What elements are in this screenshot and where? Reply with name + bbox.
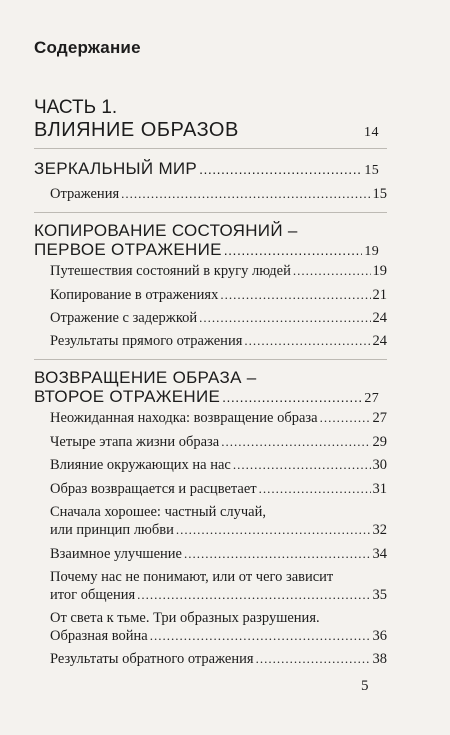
toc-entry	[50, 410, 387, 427]
toc-chapter	[34, 387, 379, 407]
toc-entry	[50, 587, 387, 604]
leader-dots	[221, 434, 370, 451]
leader-dots	[199, 159, 362, 179]
entry-title-line: Почему нас не понимают, или от чего зависит	[50, 569, 334, 585]
leader-dots	[320, 410, 371, 427]
toc-entry	[50, 333, 387, 350]
section-divider	[34, 148, 387, 149]
entry-title: Взаимное улучшение	[50, 546, 182, 562]
toc-entry	[50, 434, 387, 451]
entry-title-line: Сначала хорошее: частный случай,	[50, 504, 266, 520]
page-number: 21	[372, 287, 387, 303]
page-number: 31	[372, 481, 387, 497]
entry-title: итог общения	[50, 587, 136, 603]
leader-dots	[293, 263, 371, 280]
leader-dots	[259, 481, 371, 498]
leader-dots	[222, 387, 362, 407]
toc-entry	[50, 287, 387, 304]
page-number: 15	[372, 186, 387, 202]
page-number: 19	[372, 263, 387, 279]
leader-dots	[137, 587, 370, 604]
page-number: 38	[372, 651, 387, 667]
page-number: 32	[372, 522, 387, 538]
entry-title: Влияние окружающих на нас	[50, 457, 231, 473]
leader-dots	[150, 628, 371, 645]
toc-entry	[50, 263, 387, 280]
section-divider	[34, 359, 387, 360]
page-number: 14	[364, 125, 379, 140]
toc-entry	[50, 186, 387, 203]
entry-title: Неожиданная находка: возвращение образа	[50, 410, 318, 426]
chapter-title: ЗЕРКАЛЬНЫЙ МИР	[34, 159, 198, 178]
toc-entry	[50, 651, 387, 668]
leader-dots	[224, 240, 363, 260]
toc-chapter	[34, 159, 379, 179]
entry-title-line: От света к тьме. Три образных разрушения.	[50, 610, 320, 626]
leader-dots	[244, 333, 370, 350]
page-number: 35	[372, 587, 387, 603]
toc-chapter	[34, 240, 379, 260]
leader-dots	[199, 310, 370, 327]
chapter-title: ПЕРВОЕ ОТРАЖЕНИЕ	[34, 240, 222, 259]
leader-dots	[176, 522, 371, 539]
entry-title: или принцип любви	[50, 522, 174, 538]
page-title: Содержание	[34, 38, 141, 57]
toc-entry	[50, 522, 387, 539]
toc-entry	[50, 457, 387, 474]
entry-title: Образ возвращается и расцветает	[50, 481, 257, 497]
page-number: 36	[372, 628, 387, 644]
leader-dots	[256, 651, 371, 668]
page-number: 24	[372, 310, 387, 326]
entry-title: Образная война	[50, 628, 148, 644]
leader-dots	[121, 186, 370, 203]
page-number: 27	[364, 391, 379, 406]
entry-title: Результаты обратного отражения	[50, 651, 254, 667]
page-number: 24	[372, 333, 387, 349]
entry-title: Отражение с задержкой	[50, 310, 198, 326]
page-number: 19	[364, 244, 379, 259]
chapter-title-line: КОПИРОВАНИЕ СОСТОЯНИЙ –	[34, 221, 298, 240]
page-number: 29	[372, 434, 387, 450]
page-number: 27	[372, 410, 387, 426]
chapter-title-line: ВОЗВРАЩЕНИЕ ОБРАЗА –	[34, 368, 257, 387]
page-number: 15	[364, 163, 379, 178]
entry-title: Копирование в отражениях	[50, 287, 219, 303]
part-title: ВЛИЯНИЕ ОБРАЗОВ	[34, 119, 239, 141]
entry-title: Результаты прямого отражения	[50, 333, 243, 349]
toc-entry	[50, 546, 387, 563]
page-number: 34	[372, 546, 387, 562]
leader-dots	[220, 287, 370, 304]
leader-dots	[184, 546, 371, 563]
entry-title: Отражения	[50, 186, 120, 202]
page-folio: 5	[361, 678, 369, 694]
part-heading	[34, 96, 379, 144]
entry-title: Путешествия состояний в кругу людей	[50, 263, 291, 279]
part-number: ЧАСТЬ 1.	[34, 97, 118, 118]
toc-entry	[50, 310, 387, 327]
page-number: 30	[372, 457, 387, 473]
toc-entry	[50, 628, 387, 645]
entry-title: Четыре этапа жизни образа	[50, 434, 220, 450]
chapter-title: ВТОРОЕ ОТРАЖЕНИЕ	[34, 387, 221, 406]
leader-dots	[233, 457, 371, 474]
section-divider	[34, 212, 387, 213]
part-title-row	[34, 119, 379, 144]
toc-entry	[50, 481, 387, 498]
